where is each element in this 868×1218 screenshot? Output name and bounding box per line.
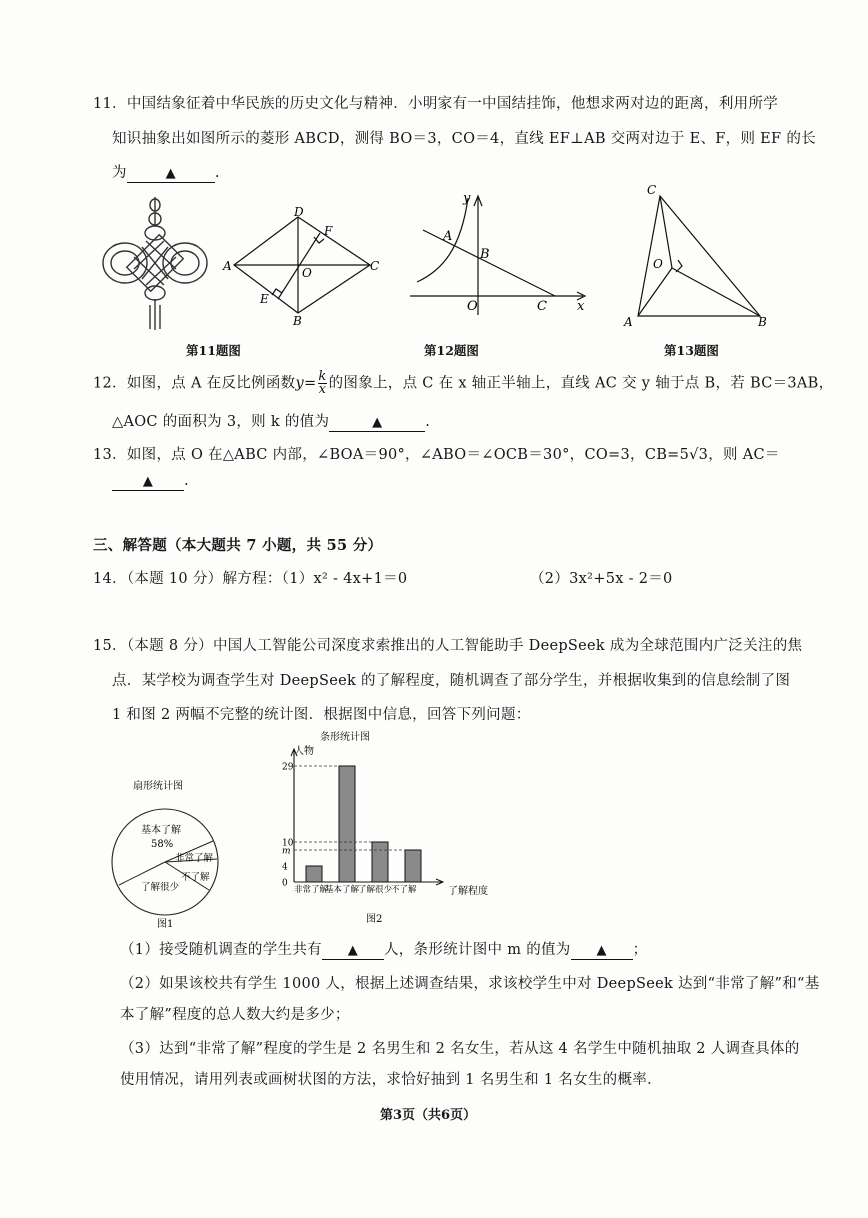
pie-chart	[105, 755, 240, 930]
q11-end: .	[214, 165, 220, 181]
rhombus-figure	[220, 205, 385, 330]
q15-sub1-end: ；	[632, 942, 648, 958]
graph12-label-x: x	[577, 299, 585, 314]
figure13-caption: 第13题图	[664, 343, 719, 358]
q15-sub2-line2: 本了解”程度的总人数大约是多少；	[120, 1007, 350, 1023]
tri13-label-B: B	[758, 315, 767, 329]
q11-line3-text: 为	[112, 165, 127, 181]
bar-category-label: 不了解	[391, 885, 417, 895]
q11-line3	[112, 161, 220, 183]
graph12-label-y: y	[463, 191, 471, 206]
q12-answer-blank[interactable]	[329, 414, 425, 432]
chinese-knot-image	[100, 195, 210, 335]
q15-sub1-triangle1-icon: ▲	[347, 943, 359, 958]
tri13-label-A: A	[624, 315, 633, 329]
bar-1	[339, 766, 355, 882]
q15-line1: 15．（本题 8 分）中国人工智能公司深度求索推出的人工智能助手 DeepSeek 成为全球范围内广泛关注的焦	[93, 638, 803, 654]
q11-answer-blank[interactable]	[127, 165, 215, 183]
q15-sub3-line1: （3）达到“非常了解”程度的学生是 2 名男生和 2 名女生，若从这 4 名学生中随机抽取 2 人调查具体的	[120, 1041, 800, 1057]
q14-part1: 14．（本题 10 分）解方程：（1）x² - 4x+1＝0	[93, 571, 408, 587]
q13-end: .	[184, 473, 189, 489]
q15-sub1-blank1[interactable]	[322, 942, 384, 960]
graph12-figure	[405, 190, 590, 320]
q11-line1: 11．中国结象征着中华民族的历史文化与精神．小明家有一中国结挂饰，他想求两对边的距离，利用所学	[93, 96, 779, 112]
rhombus-label-C: C	[370, 259, 380, 273]
page-footer: 第3页（共6页）	[380, 1108, 477, 1123]
q15-line2: 点．某学校为调查学生对 DeepSeek 的了解程度，随机调查了部分学生，并根据收集到的信息绘制了图	[112, 673, 791, 689]
q12-end: .	[425, 414, 431, 430]
rhombus-label-E: E	[260, 292, 269, 306]
q12-frac-den: x	[318, 382, 327, 397]
q14-part2: （2）3x²+5x - 2＝0	[530, 571, 673, 587]
graph12-label-O: O	[467, 299, 478, 314]
q15-sub2-line1: （2）如果该校共有学生 1000 人，根据上述调查结果，求该校学生中对 DeepSeek 达到“非常了解”和“基	[120, 976, 820, 992]
section3-heading: 三、解答题（本大题共 7 小题，共 55 分）	[93, 537, 383, 554]
bar-ytick-label: 4	[282, 862, 288, 873]
q12-triangle-icon: ▲	[372, 415, 383, 430]
rhombus-label-A: A	[223, 259, 232, 273]
figure12-caption: 第12题图	[424, 343, 479, 358]
q13-line1: 13．如图，点 O 在△ABC 内部，∠BOA＝90°，∠ABO＝∠OCB＝30°，CO=3，CB=5√3，则 AC＝	[93, 447, 780, 463]
q13-line2	[112, 473, 189, 491]
tri13-label-C: C	[647, 183, 657, 197]
q15-sub1-middle: 人，条形统计图中 m 的值为	[383, 942, 571, 958]
q15-sub1	[120, 938, 647, 960]
pie-label-basic-pct: 58%	[151, 839, 174, 850]
bar-category-label: 非常了解	[294, 885, 329, 895]
q15-sub1-prefix: （1）接受随机调查的学生共有	[120, 942, 322, 958]
graph12-label-B: B	[480, 247, 490, 262]
q12-line2	[112, 410, 430, 432]
q12-frac-num: k	[318, 369, 327, 384]
bar-ylabel: 人物	[294, 746, 314, 757]
tri13-label-O: O	[653, 257, 663, 271]
bar-chart	[270, 728, 500, 928]
bar-ytick-label: 10	[282, 838, 294, 849]
bar-3	[405, 850, 421, 882]
q11-line2: 知识抽象出如图所示的菱形 ABCD，测得 BO＝3，CO＝4，直线 EF⊥AB 交两对边于 E、F，则 EF 的长	[112, 131, 816, 147]
bar-category-label: 基本了解	[325, 885, 360, 895]
q12-line1-prefix: 12．如图，点 A 在反比例函数	[93, 375, 296, 392]
bar-2	[372, 842, 388, 882]
q11-triangle-icon: ▲	[165, 166, 176, 181]
figure11-caption: 第11题图	[186, 343, 241, 358]
q12-line1-suffix: 的图象上，点 C 在 x 轴正半轴上，直线 AC 交 y 轴于点 B，若 BC＝3AB，	[328, 375, 834, 392]
graph12-label-A: A	[443, 229, 453, 244]
q13-triangle-icon: ▲	[142, 474, 154, 489]
q15-line3: 1 和图 2 两幅不完整的统计图．根据图中信息，回答下列问题：	[112, 707, 531, 723]
triangle13-figure	[620, 180, 770, 330]
pie-title: 扇形统计图	[133, 781, 183, 792]
bar-title: 条形统计图	[320, 732, 370, 743]
q12-fraction	[318, 371, 326, 396]
q15-sub1-triangle2-icon: ▲	[596, 943, 607, 958]
pie-label-very: 非常了解	[175, 853, 214, 864]
rhombus-label-D: D	[294, 205, 304, 219]
pie-label-little: 了解很少	[141, 882, 180, 893]
graph12-label-C: C	[537, 299, 547, 314]
rhombus-label-B: B	[293, 314, 302, 328]
bar-ytick-label: 29	[282, 762, 294, 773]
q12-line2-text: △AOC 的面积为 3，则 k 的值为	[112, 414, 330, 430]
pie-caption: 图1	[157, 919, 174, 930]
pie-label-notknow: 不了解	[181, 872, 210, 883]
bar-caption: 图2	[366, 914, 383, 925]
bar-0	[306, 866, 322, 882]
q15-sub1-blank2[interactable]	[571, 942, 633, 960]
bar-category-label: 了解很少	[358, 885, 393, 895]
rhombus-label-F: F	[324, 224, 333, 238]
bar-ytick-label: m	[282, 846, 291, 857]
rhombus-label-O: O	[302, 266, 312, 280]
pie-label-basic: 基本了解	[141, 825, 181, 836]
q15-sub3-line2: 使用情况，请用列表或画树状图的方法，求恰好抽到 1 名男生和 1 名女生的概率．	[120, 1072, 662, 1088]
q13-answer-blank[interactable]	[112, 473, 184, 491]
bar-xlabel: 了解程度	[448, 886, 488, 897]
bar-ytick-label: 0	[282, 878, 288, 889]
q12-line1: 12．如图，点 A 在反比例函数y= $\frac{k}{x}$ 的图象上，点 C 在 x 轴正半轴上，直线 AC 交 y 轴于点 B，若 BC＝3AB，	[93, 369, 834, 397]
